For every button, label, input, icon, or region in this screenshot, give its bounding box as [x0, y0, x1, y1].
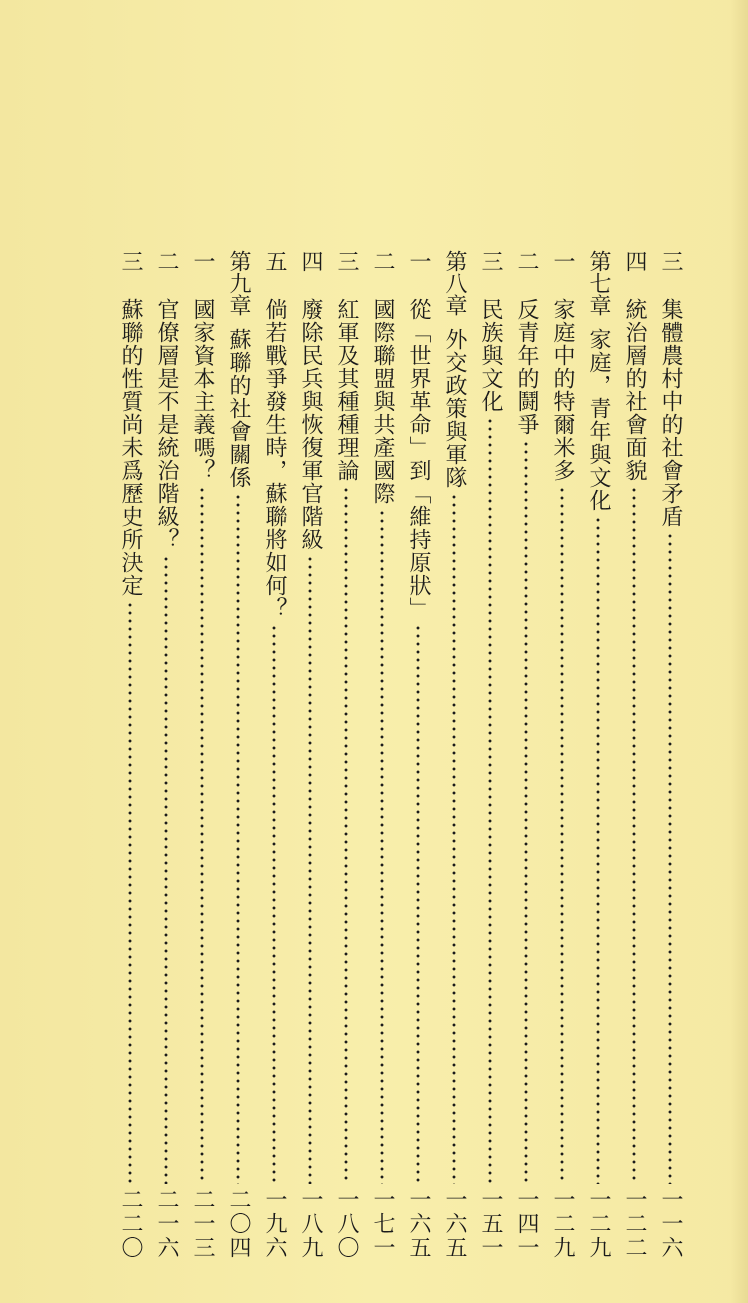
entry-page: 二一三	[190, 1188, 215, 1260]
toc-entry	[402, 250, 434, 1260]
entry-title: 民族與文化	[478, 298, 503, 413]
entry-page: 一四一	[514, 1188, 539, 1260]
dot-leader	[128, 601, 132, 1184]
page-edge-shadow	[730, 0, 748, 1303]
toc-entry	[258, 250, 290, 1260]
entry-number: 三	[478, 250, 503, 272]
dot-leader	[416, 624, 420, 1184]
entry-page: 一一六	[658, 1188, 683, 1260]
entry-title: 家庭中的特爾米多	[550, 298, 575, 482]
chapter-title: 外交政策與軍隊	[442, 328, 467, 489]
toc-entry	[510, 250, 542, 1260]
chapter-title: 蘇聯的社會關係	[226, 328, 251, 489]
toc-chapter	[438, 250, 470, 1260]
entry-number: 三	[118, 250, 143, 272]
chapter-number: 第九章	[226, 250, 251, 316]
dot-leader	[452, 493, 456, 1184]
entry-page: 一八九	[298, 1188, 323, 1260]
dot-leader	[632, 486, 636, 1184]
entry-number: 二	[154, 250, 179, 272]
dot-leader	[164, 555, 168, 1184]
entry-page: 一八〇	[334, 1188, 359, 1260]
entry-number: 四	[622, 250, 647, 272]
toc-entry	[474, 250, 506, 1260]
toc-entry	[654, 250, 686, 1260]
chapter-number: 第八章	[442, 250, 467, 316]
dot-leader	[488, 417, 492, 1184]
entry-title: 倘若戰爭發生時，蘇聯將如何？	[262, 298, 287, 620]
dot-leader	[272, 624, 276, 1184]
entry-number: 二	[514, 250, 539, 272]
entry-number: 四	[298, 250, 323, 272]
entry-title: 統治層的社會面貌	[622, 298, 647, 482]
entry-number: 一	[550, 250, 575, 272]
entry-number: 五	[262, 250, 287, 272]
entry-title: 從「世界革命」到「維持原狀」	[406, 298, 431, 620]
entry-title: 紅軍及其種種理論	[334, 298, 359, 482]
entry-title: 官僚層是不是統治階級？	[154, 298, 179, 551]
toc-entry	[618, 250, 650, 1260]
entry-page: 一六五	[406, 1188, 431, 1260]
entry-title: 國家資本主義嗎？	[190, 298, 215, 482]
entry-page: 一六五	[442, 1188, 467, 1260]
toc-entry	[366, 250, 398, 1260]
dot-leader	[668, 532, 672, 1184]
table-of-contents	[114, 250, 686, 1260]
entry-number: 一	[190, 250, 215, 272]
toc-entry	[330, 250, 362, 1260]
entry-number: 二	[370, 250, 395, 272]
entry-page: 一九六	[262, 1188, 287, 1260]
toc-entry	[150, 250, 182, 1260]
dot-leader	[308, 555, 312, 1184]
entry-page: 二〇四	[226, 1188, 251, 1260]
dot-leader	[380, 509, 384, 1184]
dot-leader	[524, 440, 528, 1184]
entry-number: 三	[658, 250, 683, 272]
entry-title: 廢除民兵與恢復軍官階級	[298, 298, 323, 551]
toc-chapter	[222, 250, 254, 1260]
entry-title: 反青年的鬪爭	[514, 298, 539, 436]
entry-title: 蘇聯的性質尚未爲歷史所決定	[118, 298, 143, 597]
chapter-number: 第七章	[586, 250, 611, 316]
toc-entry	[546, 250, 578, 1260]
entry-title: 國際聯盟與共產國際	[370, 298, 395, 505]
entry-page: 一七一	[370, 1188, 395, 1260]
entry-page: 一五一	[478, 1188, 503, 1260]
entry-page: 一二九	[550, 1188, 575, 1260]
toc-entry	[186, 250, 218, 1260]
entry-page: 二二〇	[118, 1188, 143, 1260]
toc-chapter	[582, 250, 614, 1260]
entry-page: 一二九	[586, 1188, 611, 1260]
entry-number: 三	[334, 250, 359, 272]
toc-entry	[294, 250, 326, 1260]
dot-leader	[344, 486, 348, 1184]
entry-number: 一	[406, 250, 431, 272]
dot-leader	[560, 486, 564, 1184]
chapter-title: 家庭，青年與文化	[586, 328, 611, 512]
dot-leader	[236, 493, 240, 1184]
entry-page: 一二二	[622, 1188, 647, 1260]
entry-page: 二一六	[154, 1188, 179, 1260]
entry-title: 集體農村中的社會矛盾	[658, 298, 683, 528]
toc-entry	[114, 250, 146, 1260]
dot-leader	[200, 486, 204, 1184]
dot-leader	[596, 516, 600, 1184]
